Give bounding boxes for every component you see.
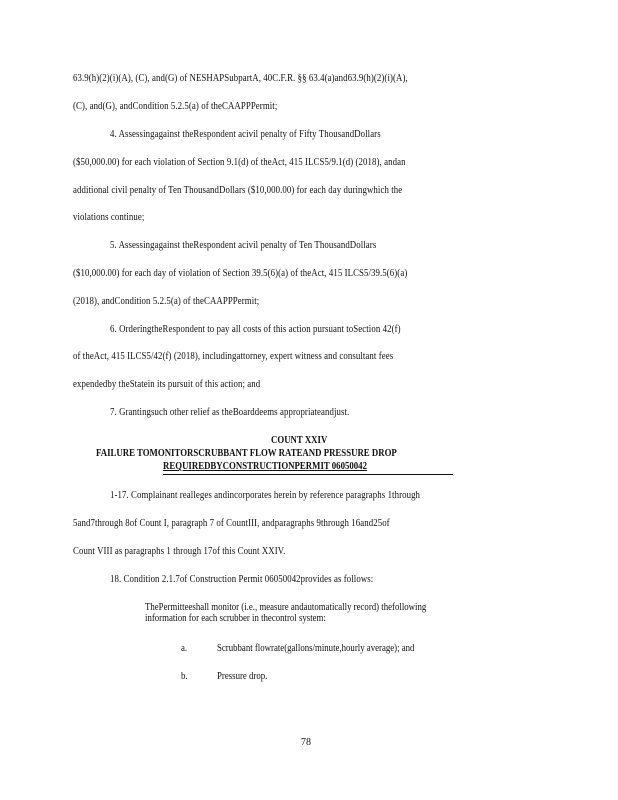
count-heading-line: FAILURE TOMONITORSCRUBBANT FLOW RATEAND PRESSURE DROP	[96, 448, 397, 459]
sub-item-text: Scrubbant flowrate(gallons/minute,hourly average); and	[217, 643, 415, 654]
body-line: (C), and(G), andCondition 5.2.5(a) of theCAAPPPermit;	[73, 101, 278, 112]
block-quote-line: ThePermitteeshall monitor (i.e., measure andautomatically record) thefollowing	[145, 602, 427, 613]
sub-item-letter: a.	[181, 643, 188, 654]
heading-underline	[163, 474, 453, 475]
body-line: 6. OrderingtheRespondent to pay all costs of this action pursuant toSection 42(f)	[110, 324, 401, 335]
page-number: 78	[301, 737, 311, 748]
body-line: violations continue;	[73, 212, 145, 223]
body-line: 1-17. Complainant realleges andincorporates herein by reference paragraphs 1through	[110, 490, 421, 501]
body-line: 63.9(h)(2)(i)(A), (C), and(G) of NESHAPSubpartA, 40C.F.R. §§ 63.4(a)and63.9(h)(2)(i)(A),	[73, 73, 408, 84]
body-line: (2018), andCondition 5.2.5(a) of theCAAPPPermit;	[73, 296, 260, 307]
block-quote-line: information for each scrubber in thecontrol system:	[145, 613, 326, 624]
body-line: Count VIII as paragraphs 1 through 17of this Count XXIV.	[73, 546, 286, 557]
count-title: COUNT XXIV	[271, 435, 328, 446]
body-line: 18. Condition 2.1.7of Construction Permit 06050042provides as follows:	[110, 574, 374, 585]
count-heading-line: REQUIREDBYCONSTRUCTIONPERMIT 06050042	[163, 461, 367, 472]
block-quote	[145, 602, 475, 624]
body-line: additional civil penalty of Ten ThousandDollars ($10,000.00) for each day duringwhich the	[73, 185, 403, 196]
body-line: 5and7through 8of Count I, paragraph 7 of CountIII, andparagraphs 9through 16and25of	[73, 518, 390, 529]
body-line: 4. Assessingagainst theRespondent acivil penalty of Fifty ThousandDollars	[110, 129, 381, 140]
body-line: expendedby theStatein its pursuit of this action; and	[73, 379, 261, 390]
body-line: ($50,000.00) for each violation of Section 9.1(d) of theAct, 415 ILCS5/9.1(d) (2018), andan	[73, 157, 406, 168]
sub-item-text: Pressure drop.	[217, 671, 268, 682]
body-line: 7. Grantingsuch other relief as theBoarddeems appropriateandjust.	[110, 407, 350, 418]
body-line: 5. Assessingagainst theRespondent acivil penalty of Ten ThousandDollars	[110, 240, 377, 251]
body-line: ($10,000.00) for each day of violation of Section 39.5(6)(a) of theAct, 415 ILCS5/39.5(6)(a)	[73, 268, 408, 279]
body-line: of theAct, 415 ILCS5/42(f) (2018), includingattorney, expert witness and consultant fees	[73, 351, 394, 362]
sub-item-letter: b.	[181, 671, 188, 682]
